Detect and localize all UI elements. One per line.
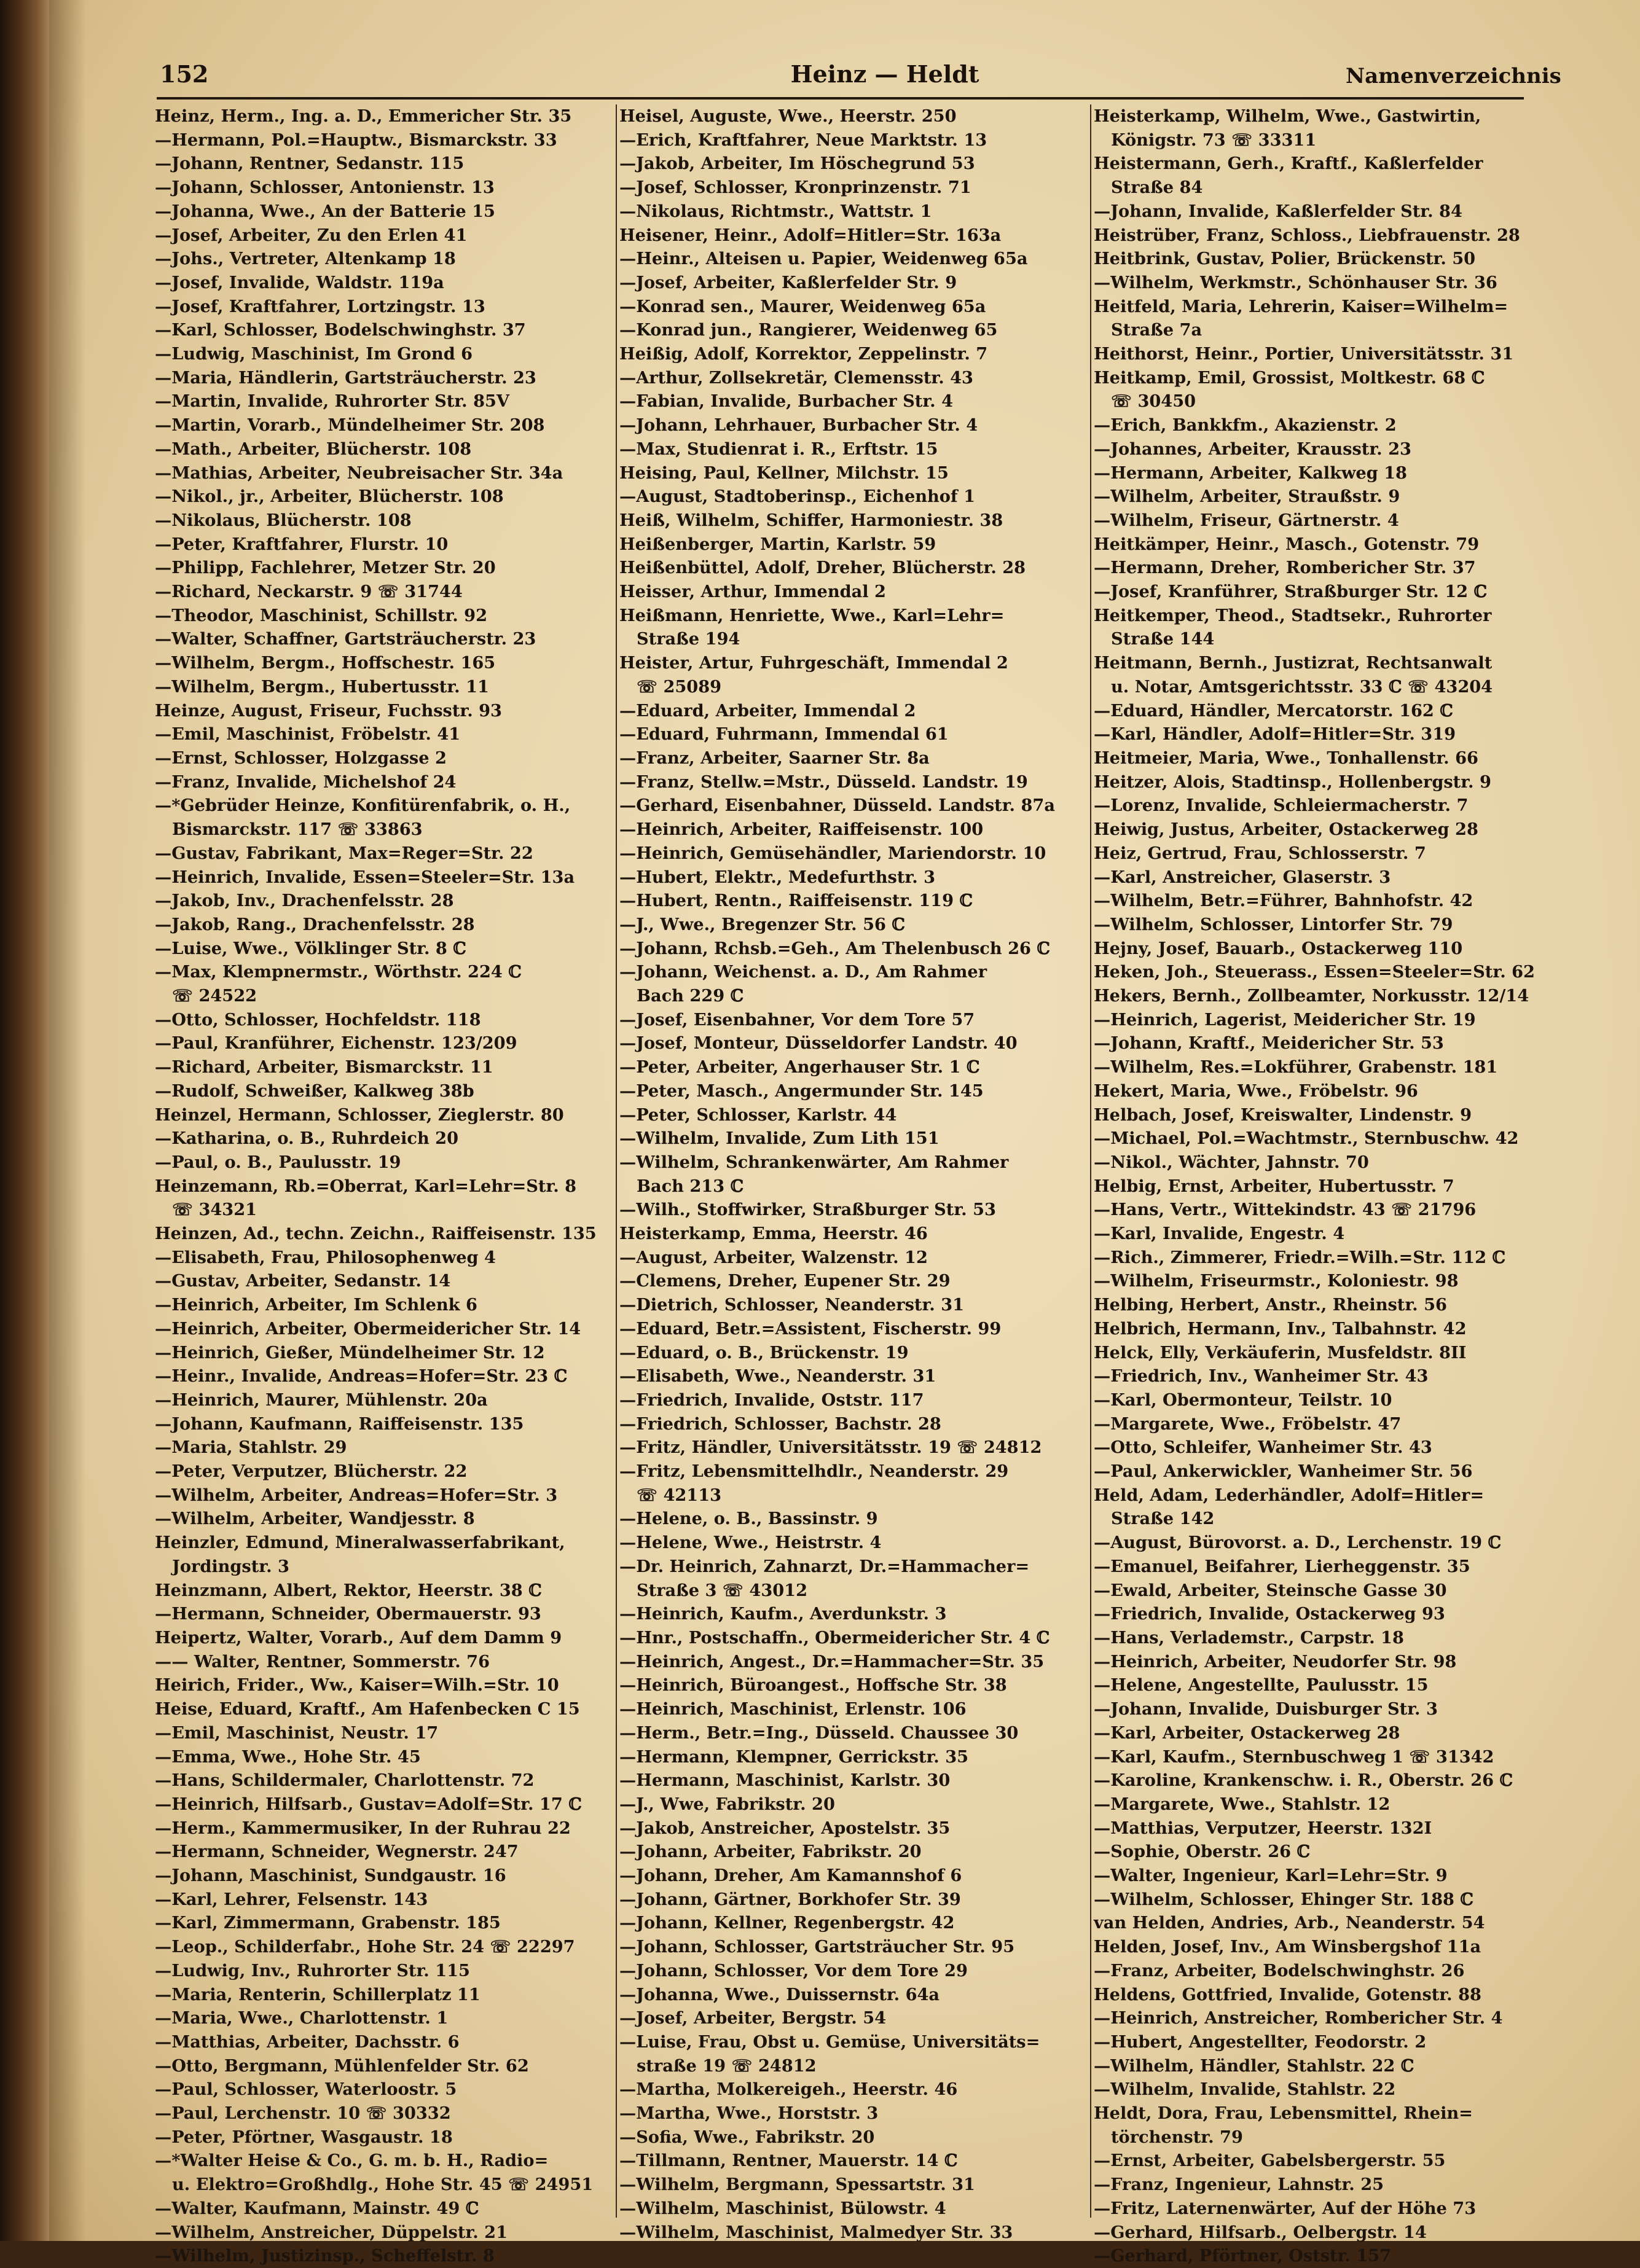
directory-entry: Heithorst, Heinr., Portier, Universitätsstr. 31 <box>1094 344 1514 364</box>
directory-entry-continuation: Jordingstr. 3 <box>172 1556 289 1576</box>
directory-entry: —Walter, Kaufmann, Mainstr. 49 ℂ <box>155 2198 479 2218</box>
directory-entry: —Emma, Wwe., Hohe Str. 45 <box>155 1746 421 1767</box>
directory-entry: —Hubert, Angestellter, Feodorstr. 2 <box>1094 2031 1427 2052</box>
directory-entry: —Herm., Kammermusiker, In der Ruhrau 22 <box>155 1818 571 1838</box>
directory-entry: —Hnr., Postschaffn., Obermeidericher Str. 4 ℂ <box>619 1628 1050 1648</box>
directory-entry: Heinz, Herm., Ing. a. D., Emmericher Str. 35 <box>155 106 572 126</box>
directory-entry: van Helden, Andries, Arb., Neanderstr. 54 <box>1094 1913 1485 1933</box>
directory-entry: —Margarete, Wwe., Stahlstr. 12 <box>1094 1794 1391 1814</box>
directory-entry: —Otto, Schlosser, Hochfeldstr. 118 <box>155 1009 481 1030</box>
directory-entry: —Wilhelm, Friseurmstr., Koloniestr. 98 <box>1094 1271 1459 1291</box>
page-gutter-shadow <box>49 0 86 2241</box>
directory-entry: —Luise, Wwe., Völklinger Str. 8 ℂ <box>155 938 466 958</box>
directory-entry: —Karl, Kaufm., Sternbuschweg 1 ☏ 31342 <box>1094 1746 1494 1767</box>
directory-entry: —Wilhelm, Bergmann, Spessartstr. 31 <box>619 2175 975 2195</box>
directory-entry: —Wilhelm, Schrankenwärter, Am Rahmer <box>619 1152 1009 1172</box>
directory-entry: —Peter, Arbeiter, Angerhauser Str. 1 ℂ <box>619 1057 980 1077</box>
directory-entry: —Johann, Dreher, Am Kamannshof 6 <box>619 1866 962 1886</box>
column-divider <box>616 104 617 2218</box>
directory-entry: —Johann, Lehrhauer, Burbacher Str. 4 <box>619 415 978 436</box>
directory-entry: —Elisabeth, Wwe., Neanderstr. 31 <box>619 1366 936 1386</box>
directory-entry: —Johann, Maschinist, Sundgaustr. 16 <box>155 1866 506 1886</box>
directory-entry: —Heinrich, Lagerist, Meidericher Str. 19 <box>1094 1009 1476 1030</box>
directory-entry: Heiß, Wilhelm, Schiffer, Harmoniestr. 38 <box>619 510 1003 530</box>
directory-entry: —Gustav, Fabrikant, Max=Reger=Str. 22 <box>155 843 533 863</box>
directory-entry: —Franz, Stellw.=Mstr., Düsseld. Landstr. 19 <box>619 772 1028 792</box>
directory-entry: —Wilhelm, Invalide, Zum Lith 151 <box>619 1128 940 1149</box>
directory-entry: —Heinr., Invalide, Andreas=Hofer=Str. 23 ℂ <box>155 1366 568 1386</box>
directory-entry: —Heinrich, Büroangest., Hoffsche Str. 38 <box>619 1675 1007 1695</box>
directory-entry: —Wilhelm, Justizinsp., Scheffelstr. 8 <box>155 2246 495 2266</box>
directory-entry: —*Gebrüder Heinze, Konfitürenfabrik, o. H., <box>155 796 571 816</box>
directory-entry: —Josef, Invalide, Waldstr. 119a <box>155 272 444 292</box>
directory-entry: —Erich, Kraftfahrer, Neue Marktstr. 13 <box>619 130 987 150</box>
directory-entry: —Ernst, Arbeiter, Gabelsbergerstr. 55 <box>1094 2151 1446 2171</box>
directory-entry: —Maria, Wwe., Charlottenstr. 1 <box>155 2008 449 2028</box>
directory-entry: —Martha, Molkereigeh., Heerstr. 46 <box>619 2079 958 2100</box>
directory-entry: Heisterkamp, Emma, Heerstr. 46 <box>619 1224 928 1244</box>
directory-entry: —Luise, Frau, Obst u. Gemüse, Universitäts= <box>619 2031 1040 2052</box>
directory-entry: Heken, Joh., Steuerass., Essen=Steeler=Str. 62 <box>1094 962 1535 982</box>
directory-entry: —Heinrich, Maurer, Mühlenstr. 20a <box>155 1390 488 1410</box>
directory-entry: Hekert, Maria, Wwe., Fröbelstr. 96 <box>1094 1081 1418 1101</box>
directory-entry: —Josef, Arbeiter, Kaßlerfelder Str. 9 <box>619 272 957 292</box>
directory-entry: —Franz, Arbeiter, Saarner Str. 8a <box>619 748 930 768</box>
directory-entry: —Lorenz, Invalide, Schleiermacherstr. 7 <box>1094 796 1469 816</box>
directory-entry: —Wilhelm, Schlosser, Ehinger Str. 188 ℂ <box>1094 1889 1474 1909</box>
directory-column-1 <box>155 104 610 2266</box>
directory-entry: —Helene, Wwe., Heistrstr. 4 <box>619 1533 882 1553</box>
directory-entry: —Karl, Invalide, Engestr. 4 <box>1094 1224 1345 1244</box>
directory-entry: Heitkamp, Emil, Grossist, Moltkestr. 68 ℂ <box>1094 367 1485 388</box>
directory-entry: —Nikolaus, Blücherstr. 108 <box>155 510 412 530</box>
directory-entry: —Paul, Schlosser, Waterloostr. 5 <box>155 2079 457 2100</box>
directory-entry: —Matthias, Arbeiter, Dachsstr. 6 <box>155 2031 460 2052</box>
directory-entry: Heinzel, Hermann, Schlosser, Zieglerstr. 80 <box>155 1105 564 1125</box>
directory-entry: Heitbrink, Gustav, Polier, Brückenstr. 50 <box>1094 249 1476 269</box>
directory-entry: —Hermann, Arbeiter, Kalkweg 18 <box>1094 463 1407 483</box>
directory-entry: —Wilhelm, Friseur, Gärtnerstr. 4 <box>1094 510 1399 530</box>
directory-entry: —Peter, Verputzer, Blücherstr. 22 <box>155 1461 468 1482</box>
directory-entry: —Richard, Arbeiter, Bismarckstr. 11 <box>155 1057 493 1077</box>
directory-entry: —Sofia, Wwe., Fabrikstr. 20 <box>619 2127 875 2147</box>
directory-entry: —Heinrich, Gießer, Mündelheimer Str. 12 <box>155 1342 545 1363</box>
directory-entry: —Max, Klempnermstr., Wörthstr. 224 ℂ <box>155 962 522 982</box>
directory-entry: Heiz, Gertrud, Frau, Schlosserstr. 7 <box>1094 843 1426 863</box>
directory-entry: Helbig, Ernst, Arbeiter, Hubertusstr. 7 <box>1094 1176 1454 1196</box>
directory-entry: —Karl, Lehrer, Felsenstr. 143 <box>155 1889 428 1909</box>
directory-entry: —Gustav, Arbeiter, Sedanstr. 14 <box>155 1271 451 1291</box>
directory-entry: —Wilhelm, Invalide, Stahlstr. 22 <box>1094 2079 1396 2100</box>
directory-entry: —Johann, Schlosser, Antonienstr. 13 <box>155 178 495 198</box>
directory-entry: —Emanuel, Beifahrer, Lierheggenstr. 35 <box>1094 1556 1470 1576</box>
directory-entry: Heiwig, Justus, Arbeiter, Ostackerweg 28 <box>1094 819 1478 840</box>
directory-entry: —Heinrich, Invalide, Essen=Steeler=Str. 13a <box>155 867 575 887</box>
directory-entry-continuation: Königstr. 73 ☏ 33311 <box>1111 130 1317 150</box>
directory-entry: Heinzmann, Albert, Rektor, Heerstr. 38 ℂ <box>155 1580 542 1600</box>
directory-entry-continuation: törchenstr. 79 <box>1111 2127 1243 2147</box>
directory-entry: —Karl, Arbeiter, Ostackerweg 28 <box>1094 1723 1400 1743</box>
directory-entry: —Wilhelm, Werkmstr., Schönhauser Str. 36 <box>1094 272 1497 292</box>
directory-entry: —Wilhelm, Bergm., Hoffschestr. 165 <box>155 653 496 673</box>
directory-entry: —Ernst, Schlosser, Holzgasse 2 <box>155 748 447 768</box>
directory-entry-continuation: Straße 194 <box>637 629 740 649</box>
directory-entry: Heitfeld, Maria, Lehrerin, Kaiser=Wilhelm= <box>1094 296 1509 316</box>
directory-entry: —Ewald, Arbeiter, Steinsche Gasse 30 <box>1094 1580 1447 1600</box>
directory-entry: —Gerhard, Eisenbahner, Düsseld. Landstr. 87a <box>619 796 1055 816</box>
directory-entry: Heising, Paul, Kellner, Milchstr. 15 <box>619 463 949 483</box>
directory-entry: —Karoline, Krankenschw. i. R., Oberstr. 26 ℂ <box>1094 1770 1513 1791</box>
directory-entry: Heinzemann, Rb.=Oberrat, Karl=Lehr=Str. 8 <box>155 1176 577 1196</box>
directory-entry: —Wilhelm, Arbeiter, Wandjesstr. 8 <box>155 1509 475 1529</box>
directory-entry: —Richard, Neckarstr. 9 ☏ 31744 <box>155 582 463 602</box>
directory-entry: —Konrad jun., Rangierer, Weidenweg 65 <box>619 320 998 340</box>
directory-entry: —Johann, Gärtner, Borkhofer Str. 39 <box>619 1889 961 1909</box>
directory-entry: —Eduard, o. B., Brückenstr. 19 <box>619 1342 909 1363</box>
directory-entry: —Heinrich, Hilfsarb., Gustav=Adolf=Str. 17 ℂ <box>155 1794 582 1814</box>
directory-entry: —Wilhelm, Res.=Lokführer, Grabenstr. 181 <box>1094 1057 1498 1077</box>
directory-entry-continuation: Straße 142 <box>1111 1509 1215 1529</box>
directory-entry: —Rudolf, Schweißer, Kalkweg 38b <box>155 1081 474 1101</box>
directory-entry: —Heinrich, Maschinist, Erlenstr. 106 <box>619 1699 967 1719</box>
directory-entry: —Arthur, Zollsekretär, Clemensstr. 43 <box>619 367 973 388</box>
directory-entry: —Max, Studienrat i. R., Erftstr. 15 <box>619 439 938 459</box>
directory-entry: —Hermann, Pol.=Hauptw., Bismarckstr. 33 <box>155 130 557 150</box>
directory-entry: —Heinrich, Arbeiter, Im Schlenk 6 <box>155 1295 477 1315</box>
directory-entry: —Hans, Verlademstr., Carpstr. 18 <box>1094 1628 1404 1648</box>
directory-entry: —Maria, Stahlstr. 29 <box>155 1437 347 1458</box>
directory-entry: —Martha, Wwe., Horststr. 3 <box>619 2103 879 2124</box>
directory-entry-continuation: Bach 213 ℂ <box>637 1176 744 1196</box>
directory-entry: —Hermann, Maschinist, Karlstr. 30 <box>619 1770 951 1791</box>
directory-entry: Heipertz, Walter, Vorarb., Auf dem Damm 9 <box>155 1628 562 1648</box>
directory-entry: —Josef, Kraftfahrer, Lortzingstr. 13 <box>155 296 485 316</box>
directory-entry: —Nikolaus, Richtmstr., Wattstr. 1 <box>619 201 932 221</box>
directory-entry: Helbach, Josef, Kreiswalter, Lindenstr. 9 <box>1094 1105 1472 1125</box>
directory-entry: —Josef, Eisenbahner, Vor dem Tore 57 <box>619 1009 975 1030</box>
directory-entry: —Dietrich, Schlosser, Neanderstr. 31 <box>619 1295 965 1315</box>
directory-entry: —Herm., Betr.=Ing., Düsseld. Chaussee 30 <box>619 1723 1019 1743</box>
directory-entry: —Hermann, Schneider, Wegnerstr. 247 <box>155 1842 519 1862</box>
directory-entry: —Josef, Arbeiter, Bergstr. 54 <box>619 2008 887 2028</box>
directory-entry: —Fritz, Lebensmittelhdlr., Neanderstr. 29 <box>619 1461 1009 1482</box>
directory-entry: —Johann, Invalide, Kaßlerfelder Str. 84 <box>1094 201 1462 221</box>
header-rule <box>157 97 1524 100</box>
directory-entry: —Hermann, Schneider, Obermauerstr. 93 <box>155 1604 541 1624</box>
directory-entry: —Johann, Arbeiter, Fabrikstr. 20 <box>619 1842 922 1862</box>
directory-entry: Heirich, Frider., Ww., Kaiser=Wilh.=Str. 10 <box>155 1675 559 1695</box>
directory-entry: —August, Bürovorst. a. D., Lerchenstr. 19 ℂ <box>1094 1533 1502 1553</box>
book-binding <box>0 0 49 2241</box>
directory-entry: Heise, Eduard, Kraftf., Am Hafenbecken C 15 <box>155 1699 580 1719</box>
directory-entry: —Karl, Obermonteur, Teilstr. 10 <box>1094 1390 1392 1410</box>
directory-entry: —Maria, Händlerin, Gartsträucherstr. 23 <box>155 367 536 388</box>
directory-entry: —Elisabeth, Frau, Philosophenweg 4 <box>155 1247 496 1267</box>
directory-entry: —Johann, Kaufmann, Raiffeisenstr. 135 <box>155 1414 524 1434</box>
directory-entry: —Friedrich, Invalide, Ostackerweg 93 <box>1094 1604 1445 1624</box>
directory-entry-continuation: u. Notar, Amtsgerichtsstr. 33 ℂ ☏ 43204 <box>1111 676 1493 697</box>
directory-entry: —Erich, Bankkfm., Akazienstr. 2 <box>1094 415 1397 436</box>
directory-entry-continuation: Straße 7a <box>1111 320 1203 340</box>
directory-entry: —Fabian, Invalide, Burbacher Str. 4 <box>619 391 954 412</box>
directory-entry: —Mathias, Arbeiter, Neubreisacher Str. 34a <box>155 463 563 483</box>
directory-entry: —Helene, Angestellte, Paulusstr. 15 <box>1094 1675 1429 1695</box>
directory-entry: —Dr. Heinrich, Zahnarzt, Dr.=Hammacher= <box>619 1556 1030 1576</box>
directory-entry: —Wilhelm, Arbeiter, Andreas=Hofer=Str. 3 <box>155 1485 558 1505</box>
directory-entry: —Karl, Händler, Adolf=Hitler=Str. 319 <box>1094 724 1456 745</box>
directory-entry: Heitkemper, Theod., Stadtsekr., Ruhrorter <box>1094 605 1492 625</box>
directory-entry: Heißig, Adolf, Korrektor, Zeppelinstr. 7 <box>619 344 988 364</box>
directory-entry: —Peter, Pförtner, Wasgaustr. 18 <box>155 2127 453 2147</box>
directory-entry: —Hans, Schildermaler, Charlottenstr. 72 <box>155 1770 535 1791</box>
directory-entry: —Johann, Rentner, Sedanstr. 115 <box>155 154 465 174</box>
directory-entry-continuation: ☏ 24522 <box>172 986 257 1006</box>
directory-entry: —Nikol., Wächter, Jahnstr. 70 <box>1094 1152 1369 1172</box>
directory-entry: —Johann, Kraftf., Meidericher Str. 53 <box>1094 1033 1444 1054</box>
directory-entry: —Peter, Masch., Angermunder Str. 145 <box>619 1081 984 1101</box>
directory-entry: —Jakob, Anstreicher, Apostelstr. 35 <box>619 1818 951 1838</box>
directory-entry: —Wilh., Stoffwirker, Straßburger Str. 53 <box>619 1200 996 1220</box>
directory-entry: Heißmann, Henriette, Wwe., Karl=Lehr= <box>619 605 1005 625</box>
directory-entry: —Karl, Anstreicher, Glaserstr. 3 <box>1094 867 1391 887</box>
directory-column-2 <box>619 104 1074 2242</box>
directory-entry: —Friedrich, Schlosser, Bachstr. 28 <box>619 1414 941 1434</box>
directory-entry: —J., Wwe, Fabrikstr. 20 <box>619 1794 835 1814</box>
directory-entry: —Walter, Ingenieur, Karl=Lehr=Str. 9 <box>1094 1866 1448 1886</box>
directory-entry: Heistrüber, Franz, Schloss., Liebfrauenstr. 28 <box>1094 225 1520 245</box>
directory-entry: Held, Adam, Lederhändler, Adolf=Hitler= <box>1094 1485 1485 1505</box>
directory-entry: —Margarete, Wwe., Fröbelstr. 47 <box>1094 1414 1402 1434</box>
directory-entry: —Franz, Arbeiter, Bodelschwinghstr. 26 <box>1094 1960 1465 1981</box>
directory-entry: —Paul, Ankerwickler, Wanheimer Str. 56 <box>1094 1461 1473 1482</box>
directory-entry: —Wilhelm, Maschinist, Malmedyer Str. 33 <box>619 2222 1013 2242</box>
directory-entry: —Heinrich, Arbeiter, Obermeidericher Str. 14 <box>155 1318 581 1339</box>
directory-entry-continuation: Straße 84 <box>1111 178 1203 198</box>
directory-entry: —Johs., Vertreter, Altenkamp 18 <box>155 249 456 269</box>
directory-entry-continuation: ☏ 42113 <box>637 1485 722 1505</box>
directory-entry: —Emil, Maschinist, Neustr. 17 <box>155 1723 439 1743</box>
directory-entry: —Emil, Maschinist, Fröbelstr. 41 <box>155 724 461 745</box>
directory-entry: —Nikol., jr., Arbeiter, Blücherstr. 108 <box>155 487 504 507</box>
directory-entry: —Josef, Arbeiter, Zu den Erlen 41 <box>155 225 468 245</box>
directory-entry: —Fritz, Händler, Universitätsstr. 19 ☏ 24812 <box>619 1437 1042 1458</box>
directory-entry: —Eduard, Betr.=Assistent, Fischerstr. 99 <box>619 1318 1002 1339</box>
directory-entry: —Eduard, Arbeiter, Immendal 2 <box>619 700 916 721</box>
directory-entry: —Johanna, Wwe., An der Batterie 15 <box>155 201 495 221</box>
directory-entry: —Peter, Kraftfahrer, Flurstr. 10 <box>155 534 449 554</box>
directory-entry: —Heinrich, Anstreicher, Rombericher Str. 4 <box>1094 2008 1503 2028</box>
directory-entry: —Helene, o. B., Bassinstr. 9 <box>619 1509 878 1529</box>
directory-entry-continuation: Bach 229 ℂ <box>637 986 744 1006</box>
directory-entry: —Heinrich, Angest., Dr.=Hammacher=Str. 35 <box>619 1651 1045 1672</box>
directory-entry: Heldens, Gottfried, Invalide, Gotenstr. 88 <box>1094 1984 1481 2004</box>
directory-entry: —Eduard, Fuhrmann, Immendal 61 <box>619 724 949 745</box>
directory-entry: Helden, Josef, Inv., Am Winsbergshof 11a <box>1094 1937 1481 1957</box>
directory-entry-continuation: Straße 3 ☏ 43012 <box>637 1580 807 1600</box>
directory-entry: Heinzler, Edmund, Mineralwasserfabrikant, <box>155 1533 565 1553</box>
directory-entry: —Eduard, Händler, Mercatorstr. 162 ℂ <box>1094 700 1453 721</box>
page-number: 152 <box>160 60 209 88</box>
directory-entry: —Matthias, Verputzer, Heerstr. 132I <box>1094 1818 1432 1838</box>
directory-entry: —Heinr., Alteisen u. Papier, Weidenweg 65a <box>619 249 1028 269</box>
directory-entry: —Josef, Monteur, Düsseldorfer Landstr. 40 <box>619 1033 1018 1054</box>
directory-entry: —Walter, Schaffner, Gartsträucherstr. 23 <box>155 629 536 649</box>
directory-entry: —Gerhard, Hilfsarb., Oelbergstr. 14 <box>1094 2222 1427 2242</box>
directory-entry-continuation: Straße 144 <box>1111 629 1215 649</box>
directory-entry-continuation: ☏ 30450 <box>1111 391 1196 412</box>
directory-entry: Helbing, Herbert, Anstr., Rheinstr. 56 <box>1094 1295 1447 1315</box>
directory-entry: —Friedrich, Invalide, Oststr. 117 <box>619 1390 924 1410</box>
directory-entry: —Karl, Schlosser, Bodelschwinghstr. 37 <box>155 320 526 340</box>
directory-entry: —Johann, Rchsb.=Geh., Am Thelenbusch 26 ℂ <box>619 938 1051 958</box>
directory-entry: —Rich., Zimmerer, Friedr.=Wilh.=Str. 112 ℂ <box>1094 1247 1506 1267</box>
directory-entry: —Hubert, Elektr., Medefurthstr. 3 <box>619 867 936 887</box>
directory-entry: —Sophie, Oberstr. 26 ℂ <box>1094 1842 1311 1862</box>
directory-entry: Heißenberger, Martin, Karlstr. 59 <box>619 534 936 554</box>
directory-entry: —Fritz, Laternenwärter, Auf der Höhe 73 <box>1094 2198 1477 2218</box>
directory-entry: —Hermann, Dreher, Rombericher Str. 37 <box>1094 558 1476 578</box>
directory-entry: —Johann, Schlosser, Vor dem Tore 29 <box>619 1960 968 1981</box>
directory-entry: —Heinrich, Gemüsehändler, Mariendorstr. 10 <box>619 843 1046 863</box>
directory-entry: —Wilhelm, Bergm., Hubertusstr. 11 <box>155 676 489 697</box>
directory-entry: Heister, Artur, Fuhrgeschäft, Immendal 2 <box>619 653 1008 673</box>
directory-entry: —Franz, Ingenieur, Lahnstr. 25 <box>1094 2175 1384 2195</box>
directory-entry: —Josef, Kranführer, Straßburger Str. 12 ℂ <box>1094 582 1488 602</box>
directory-entry: —Philipp, Fachlehrer, Metzer Str. 20 <box>155 558 496 578</box>
column-divider <box>1090 104 1091 2218</box>
directory-entry: —August, Arbeiter, Walzenstr. 12 <box>619 1247 928 1267</box>
directory-column-3 <box>1094 104 1548 2266</box>
directory-entry: Heisener, Heinr., Adolf=Hitler=Str. 163a <box>619 225 1002 245</box>
directory-entry: —Ludwig, Maschinist, Im Grond 6 <box>155 344 473 364</box>
directory-entry: —Johann, Kellner, Regenbergstr. 42 <box>619 1913 955 1933</box>
page-title: Heinz — Heldt <box>790 60 979 88</box>
directory-entry: Heitzer, Alois, Stadtinsp., Hollenbergstr. 9 <box>1094 772 1491 792</box>
directory-entry: —Wilhelm, Anstreicher, Düppelstr. 21 <box>155 2222 508 2242</box>
directory-entry: —Tillmann, Rentner, Mauerstr. 14 ℂ <box>619 2151 958 2171</box>
directory-entry-continuation: ☏ 34321 <box>172 1200 257 1220</box>
directory-entry: —Johannes, Arbeiter, Krausstr. 23 <box>1094 439 1411 459</box>
directory-entry: —Johann, Invalide, Duisburger Str. 3 <box>1094 1699 1438 1719</box>
directory-entry: —Paul, o. B., Paulusstr. 19 <box>155 1152 401 1172</box>
directory-entry: Heisterkamp, Wilhelm, Wwe., Gastwirtin, <box>1094 106 1481 126</box>
directory-entry: —Otto, Bergmann, Mühlenfelder Str. 62 <box>155 2055 529 2076</box>
directory-entry: Helck, Elly, Verkäuferin, Musfeldstr. 8II <box>1094 1342 1467 1363</box>
directory-entry: —Heinrich, Kaufm., Averdunkstr. 3 <box>619 1604 947 1624</box>
directory-entry: —Friedrich, Inv., Wanheimer Str. 43 <box>1094 1366 1429 1386</box>
directory-entry: —Gerhard, Pförtner, Oststr. 157 <box>1094 2246 1392 2266</box>
directory-entry: —Leop., Schilderfabr., Hohe Str. 24 ☏ 22297 <box>155 1937 575 1957</box>
directory-entry: Hejny, Josef, Bauarb., Ostackerweg 110 <box>1094 938 1463 958</box>
directory-entry: Heitmeier, Maria, Wwe., Tonhallenstr. 66 <box>1094 748 1478 768</box>
directory-entry: Heldt, Dora, Frau, Lebensmittel, Rhein= <box>1094 2103 1473 2124</box>
directory-entry: Heitkämper, Heinr., Masch., Gotenstr. 79 <box>1094 534 1480 554</box>
directory-entry: —August, Stadtoberinsp., Eichenhof 1 <box>619 487 975 507</box>
directory-entry: —Math., Arbeiter, Blücherstr. 108 <box>155 439 472 459</box>
directory-entry: —Franz, Invalide, Michelshof 24 <box>155 772 457 792</box>
directory-entry: —Ludwig, Inv., Ruhrorter Str. 115 <box>155 1960 470 1981</box>
directory-entry: Heinzen, Ad., techn. Zeichn., Raiffeisenstr. 135 <box>155 1224 597 1244</box>
directory-entry: —Jakob, Inv., Drachenfelsstr. 28 <box>155 891 454 911</box>
directory-entry-continuation: Bismarckstr. 117 ☏ 33863 <box>172 819 423 840</box>
directory-entry: —— Walter, Rentner, Sommerstr. 76 <box>155 1651 490 1672</box>
directory-entry: —Wilhelm, Betr.=Führer, Bahnhofstr. 42 <box>1094 891 1473 911</box>
directory-entry: —Otto, Schleifer, Wanheimer Str. 43 <box>1094 1437 1432 1458</box>
directory-entry: Heistermann, Gerh., Kraftf., Kaßlerfelder <box>1094 154 1483 174</box>
directory-entry-continuation: u. Elektro=Großhdlg., Hohe Str. 45 ☏ 24951 <box>172 2175 594 2195</box>
directory-entry: —Jakob, Rang., Drachenfelsstr. 28 <box>155 914 475 934</box>
directory-entry: —Theodor, Maschinist, Schillstr. 92 <box>155 605 487 625</box>
directory-entry: Hekers, Bernh., Zollbeamter, Norkusstr. 12/14 <box>1094 986 1529 1006</box>
directory-entry: —Paul, Lerchenstr. 10 ☏ 30332 <box>155 2103 451 2124</box>
directory-entry-continuation: straße 19 ☏ 24812 <box>637 2055 817 2076</box>
directory-entry: —Heinrich, Arbeiter, Raiffeisenstr. 100 <box>619 819 984 840</box>
directory-entry: —Konrad sen., Maurer, Weidenweg 65a <box>619 296 986 316</box>
directory-entry: —*Walter Heise & Co., G. m. b. H., Radio= <box>155 2151 549 2171</box>
directory-entry: —Michael, Pol.=Wachtmstr., Sternbuschw. 42 <box>1094 1128 1519 1149</box>
directory-entry: Helbrich, Hermann, Inv., Talbahnstr. 42 <box>1094 1318 1467 1339</box>
directory-entry: —Peter, Schlosser, Karlstr. 44 <box>619 1105 897 1125</box>
directory-entry: —Maria, Renterin, Schillerplatz 11 <box>155 1984 481 2004</box>
directory-entry: —Wilhelm, Arbeiter, Straußstr. 9 <box>1094 487 1400 507</box>
directory-entry: Heißenbüttel, Adolf, Dreher, Blücherstr. 28 <box>619 558 1026 578</box>
directory-entry: —Josef, Schlosser, Kronprinzenstr. 71 <box>619 178 971 198</box>
directory-entry: —Johanna, Wwe., Duissernstr. 64a <box>619 1984 940 2004</box>
directory-entry: —Karl, Zimmermann, Grabenstr. 185 <box>155 1913 501 1933</box>
directory-entry: —Martin, Vorarb., Mündelheimer Str. 208 <box>155 415 545 436</box>
directory-entry: —Hans, Vertr., Wittekindstr. 43 ☏ 21796 <box>1094 1200 1477 1220</box>
directory-entry-continuation: ☏ 25089 <box>637 676 722 697</box>
directory-entry: Heisser, Arthur, Immendal 2 <box>619 582 886 602</box>
directory-entry: —Katharina, o. B., Ruhrdeich 20 <box>155 1128 459 1149</box>
directory-entry: —Hubert, Rentn., Raiffeisenstr. 119 ℂ <box>619 891 973 911</box>
directory-entry: —Wilhelm, Maschinist, Bülowstr. 4 <box>619 2198 946 2218</box>
directory-entry: —Heinrich, Arbeiter, Neudorfer Str. 98 <box>1094 1651 1457 1672</box>
directory-entry: —Hermann, Klempner, Gerrickstr. 35 <box>619 1746 969 1767</box>
section-title: Namenverzeichnis <box>1346 64 1561 88</box>
directory-entry: —Johann, Schlosser, Gartsträucher Str. 95 <box>619 1937 1015 1957</box>
directory-entry: Heinze, August, Friseur, Fuchsstr. 93 <box>155 700 502 721</box>
directory-entry: —Wilhelm, Händler, Stahlstr. 22 ℂ <box>1094 2055 1414 2076</box>
directory-entry: —J., Wwe., Bregenzer Str. 56 ℂ <box>619 914 906 934</box>
directory-entry: Heisel, Auguste, Wwe., Heerstr. 250 <box>619 106 957 126</box>
directory-entry: —Wilhelm, Schlosser, Lintorfer Str. 79 <box>1094 914 1453 934</box>
directory-entry: —Martin, Invalide, Ruhrorter Str. 85V <box>155 391 510 412</box>
directory-entry: —Jakob, Arbeiter, Im Höschegrund 53 <box>619 154 975 174</box>
directory-entry: —Johann, Weichenst. a. D., Am Rahmer <box>619 962 987 982</box>
directory-entry: Heitmann, Bernh., Justizrat, Rechtsanwalt <box>1094 653 1493 673</box>
directory-entry: —Clemens, Dreher, Eupener Str. 29 <box>619 1271 951 1291</box>
directory-entry: —Paul, Kranführer, Eichenstr. 123/209 <box>155 1033 517 1054</box>
